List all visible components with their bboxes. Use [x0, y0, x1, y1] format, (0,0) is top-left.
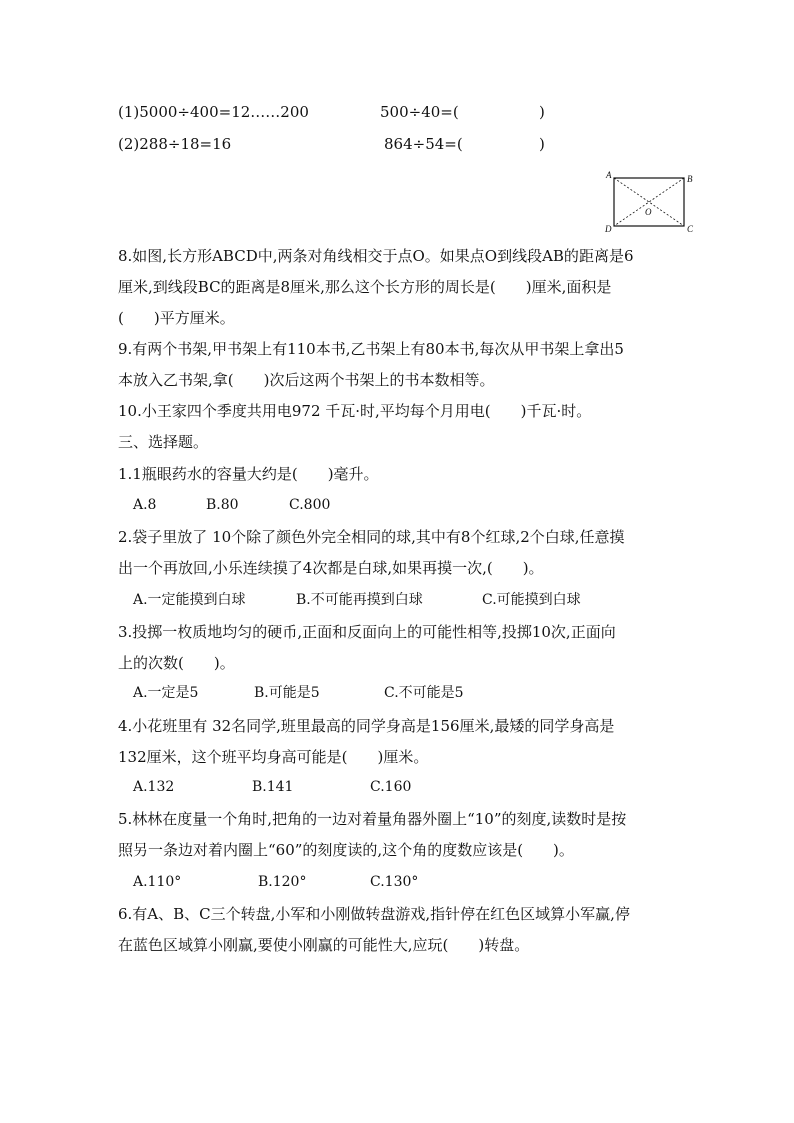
choice1-stem: 1.1瓶眼药水的容量大约是( )毫升。: [118, 465, 379, 483]
choice4-option-a: A.132: [133, 779, 175, 795]
choice5-option-b: B.120°: [258, 874, 307, 890]
label-b: B: [687, 174, 693, 184]
choice1-option-b: B.80: [206, 497, 239, 513]
section-title: 三、选择题。: [118, 433, 209, 451]
q9-line1: 9.有两个书架,甲书架上有110本书,乙书架上有80本书,每次从甲书架上拿出5: [118, 340, 624, 358]
label-d: D: [605, 224, 612, 234]
q8-line2: 厘米,到线段BC的距离是8厘米,那么这个长方形的周长是( )厘米,面积是: [118, 278, 612, 296]
division-row1-right: 500÷40=(: [380, 103, 459, 121]
choice3-stem-line1: 3.投掷一枚质地均匀的硬币,正面和反面向上的可能性相等,投掷10次,正面向: [118, 623, 616, 641]
choice2-option-c: C.可能摸到白球: [482, 592, 581, 608]
label-c: C: [687, 224, 694, 234]
q9-line2: 本放入乙书架,拿( )次后这两个书架上的书本数相等。: [118, 371, 495, 389]
choice2-option-a: A.一定能摸到白球: [133, 592, 246, 608]
choice4-option-c: C.160: [370, 779, 412, 795]
choice5-option-c: C.130°: [370, 874, 419, 890]
choice3-option-a: A.一定是5: [133, 685, 199, 701]
choice2-stem-line1: 2.袋子里放了 10个除了颜色外完全相同的球,其中有8个红球,2个白球,任意摸: [118, 528, 625, 546]
choice2-stem-line2: 出一个再放回,小乐连续摸了4次都是白球,如果再摸一次,( )。: [118, 559, 544, 577]
choice2-option-b: B.不可能再摸到白球: [296, 592, 423, 608]
division-row1-right-close: ): [539, 103, 545, 121]
choice6-stem-line2: 在蓝色区域算小刚赢,要使小刚赢的可能性大,应玩( )转盘。: [118, 936, 530, 954]
choice3-option-b: B.可能是5: [254, 685, 320, 701]
q8-line1: 8.如图,长方形ABCD中,两条对角线相交于点O。如果点O到线段AB的距离是6: [118, 247, 634, 265]
q10-line1: 10.小王家四个季度共用电972 千瓦·时,平均每个月用电( )千瓦·时。: [118, 402, 592, 420]
choice6-stem-line1: 6.有A、B、C三个转盘,小军和小刚做转盘游戏,指针停在红色区域算小军赢,停: [118, 905, 630, 923]
choice5-stem-line2: 照另一条边对着内圈上“60”的刻度读的,这个角的度数应该是( )。: [118, 841, 574, 859]
division-row2-right: 864÷54=(: [384, 135, 463, 153]
q8-line3: ( )平方厘米。: [118, 309, 235, 327]
choice4-option-b: B.141: [252, 779, 294, 795]
choice3-stem-line2: 上的次数( )。: [118, 654, 235, 672]
division-row1-left: (1)5000÷400=12……200: [118, 103, 309, 121]
choice5-stem-line1: 5.林林在度量一个角时,把角的一边对着量角器外圈上“10”的刻度,读数时是按: [118, 810, 627, 828]
choice1-option-a: A.8: [133, 497, 157, 513]
choice4-stem-line2: 132厘米，这个班平均身高可能是( )厘米。: [118, 748, 429, 766]
rectangle-abcd-figure: [600, 166, 700, 238]
division-row2-left: (2)288÷18=16: [118, 135, 232, 153]
choice5-option-a: A.110°: [133, 874, 182, 890]
label-o: O: [645, 207, 652, 217]
label-a: A: [606, 170, 612, 180]
choice1-option-c: C.800: [289, 497, 331, 513]
division-row2-right-close: ): [539, 135, 545, 153]
choice3-option-c: C.不可能是5: [384, 685, 464, 701]
choice4-stem-line1: 4.小花班里有 32名同学,班里最高的同学身高是156厘米,最矮的同学身高是: [118, 717, 615, 735]
